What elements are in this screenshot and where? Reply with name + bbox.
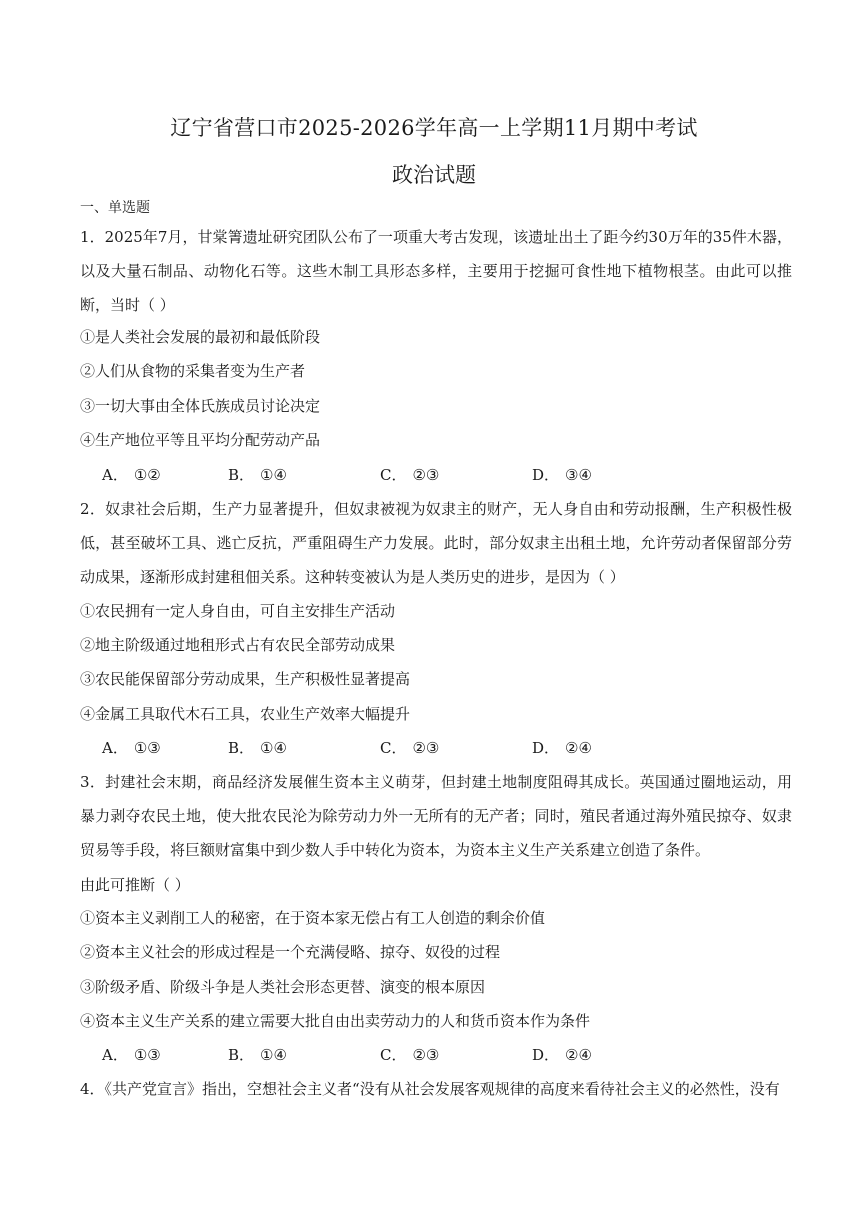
choice-label: C． [380, 466, 407, 484]
question-4-stem: 4．《共产党宣言》指出，空想社会主义者“没有从社会发展客观规律的高度来看待社会主义的必然性，没有 [80, 1080, 780, 1098]
question-3-option-1: ①资本主义剥削工人的秘密，在于资本家无偿占有工人创造的剩余价值 [80, 909, 546, 927]
question-1-option-4: ④生产地位平等且平均分配劳动产品 [80, 431, 321, 449]
choice-value: ①④ [260, 739, 287, 757]
question-2-option-1: ①农民拥有一定人身自由，可自主安排生产活动 [80, 602, 396, 620]
question-1-option-2: ②人们从食物的采集者变为生产者 [80, 362, 306, 380]
question-3-option-2: ②资本主义社会的形成过程是一个充满侵略、掠夺、奴役的过程 [80, 943, 501, 961]
exam-title: 辽宁省营口市2025-2026学年高一上学期11月期中考试 [170, 116, 698, 140]
question-3-option-3: ③阶级矛盾、阶级斗争是人类社会形态更替、演变的根本原因 [80, 978, 486, 996]
choice-c[interactable] [380, 1044, 439, 1066]
choice-value: ②③ [412, 739, 440, 757]
choice-label: C． [380, 739, 407, 757]
choice-d[interactable] [532, 737, 592, 759]
question-3-option-4: ④资本主义生产关系的建立需要大批自由出卖劳动力的人和货币资本作为条件 [80, 1012, 591, 1030]
choice-label: A． [102, 1046, 128, 1064]
choice-a[interactable] [102, 464, 161, 486]
question-3-stem-continued: 由此可推断（ ） [80, 876, 190, 894]
question-3-choices [102, 1044, 742, 1066]
question-1-choices [102, 464, 742, 486]
choice-b[interactable] [228, 1044, 287, 1066]
question-2-option-3: ③农民能保留部分劳动成果，生产积极性显著提高 [80, 670, 411, 688]
section-heading: 一、单选题 [80, 200, 150, 216]
choice-label: A． [102, 739, 128, 757]
choice-value: ①④ [260, 466, 287, 484]
choice-value: ①③ [133, 739, 161, 757]
choice-value: ②③ [412, 1046, 440, 1064]
choice-label: D． [532, 739, 560, 757]
question-1-stem: 1．2025年7月，甘棠箐遗址研究团队公布了一项重大考古发现，该遗址出土了距今约30万年的35件木器，以及大量石制品、动物化石等。这些木制工具形态多样，主要用于挖掘可食性地下植物根茎。由此可以推断，当时（ ） [80, 228, 792, 314]
choice-label: B． [228, 466, 255, 484]
choice-d[interactable] [532, 464, 592, 486]
choice-value: ①② [133, 466, 161, 484]
choice-value: ③④ [565, 466, 592, 484]
choice-label: B． [228, 1046, 255, 1064]
choice-label: B． [228, 739, 255, 757]
choice-value: ①③ [133, 1046, 161, 1064]
choice-a[interactable] [102, 1044, 161, 1066]
choice-d[interactable] [532, 1044, 592, 1066]
question-2-option-4: ④金属工具取代木石工具，农业生产效率大幅提升 [80, 705, 411, 723]
choice-label: D． [532, 1046, 560, 1064]
choice-b[interactable] [228, 464, 287, 486]
choice-label: D． [532, 466, 560, 484]
question-2-choices [102, 737, 742, 759]
choice-value: ②④ [565, 739, 592, 757]
question-2-option-2: ②地主阶级通过地租形式占有农民全部劳动成果 [80, 636, 396, 654]
question-1-option-1: ①是人类社会发展的最初和最低阶段 [80, 328, 321, 346]
choice-b[interactable] [228, 737, 287, 759]
question-2-stem: 2．奴隶社会后期，生产力显著提升，但奴隶被视为奴隶主的财产，无人身自由和劳动报酬，生产积极性极低，甚至破坏工具、逃亡反抗，严重阻碍生产力发展。此时，部分奴隶主出租土地，允许劳动者保留部分劳动成果，逐渐形成封建租佃关系。这种转变被认为是人类历史的进步，是因为（ ） [80, 500, 792, 586]
choice-c[interactable] [380, 464, 439, 486]
question-1-option-3: ③一切大事由全体氏族成员讨论决定 [80, 397, 321, 415]
choice-a[interactable] [102, 737, 161, 759]
choice-value: ②③ [412, 466, 440, 484]
choice-label: C． [380, 1046, 407, 1064]
exam-subtitle: 政治试题 [392, 163, 476, 187]
choice-value: ②④ [565, 1046, 592, 1064]
choice-value: ①④ [260, 1046, 287, 1064]
choice-c[interactable] [380, 737, 439, 759]
choice-label: A． [102, 466, 128, 484]
question-3-stem: 3．封建社会末期，商品经济发展催生资本主义萌芽，但封建土地制度阻碍其成长。英国通过圈地运动，用暴力剥夺农民土地，使大批农民沦为除劳动力外一无所有的无产者；同时，殖民者通过海外殖民掠夺、奴隶贸易等手段，将巨额财富集中到少数人手中转化为资本，为资本主义生产关系建立创造了条件。 [80, 773, 792, 859]
